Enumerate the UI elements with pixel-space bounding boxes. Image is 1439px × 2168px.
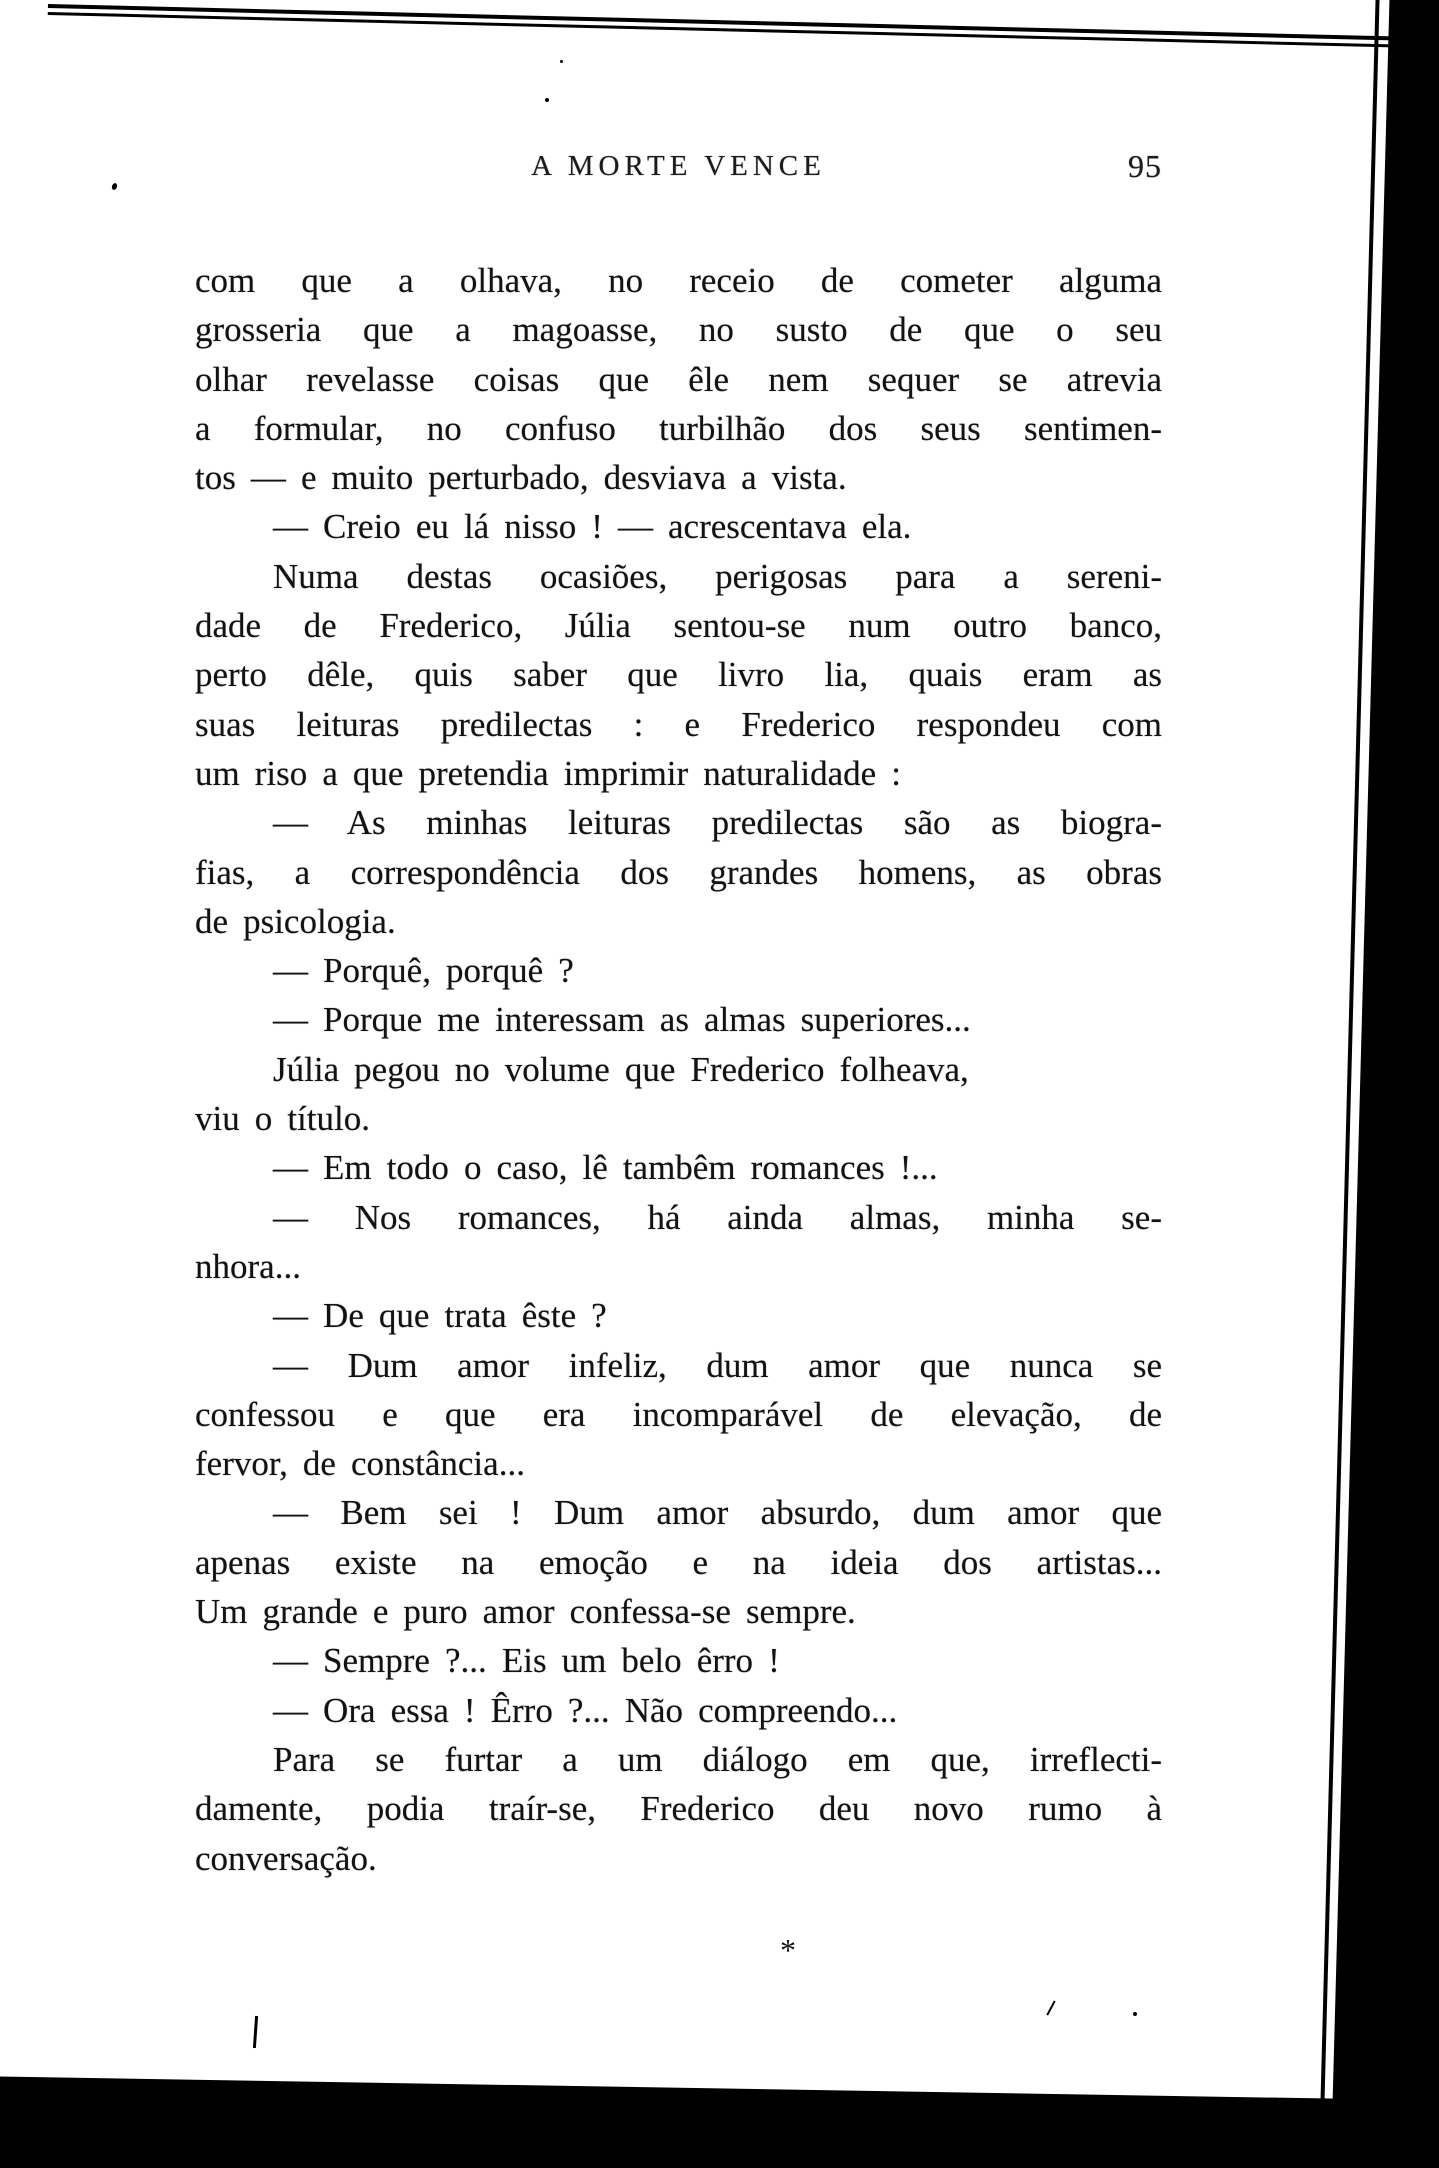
text-line: grosseria que a magoasse, no susto de que o seu xyxy=(195,310,1162,350)
text-line: Júlia pegou no volume que Frederico folheava, xyxy=(273,1049,969,1089)
text-line: confessou e que era incomparável de elevação, de xyxy=(195,1394,1162,1434)
text-line: com que a olhava, no receio de cometer alguma xyxy=(195,261,1162,300)
text-line: — De que trata êste ? xyxy=(273,1296,607,1336)
text-line: suas leituras predilectas : e Frederico respondeu com xyxy=(195,704,1162,744)
scan-bottom-shadow xyxy=(0,2076,1439,2168)
text-line: olhar revelasse coisas que êle nem sequer se atrevia xyxy=(195,359,1162,399)
scan-gutter-shadow xyxy=(1329,0,1439,2168)
running-header xyxy=(195,150,1162,190)
text-line: viu o título. xyxy=(195,1099,370,1139)
ink-speck xyxy=(545,98,549,102)
text-line: — Bem sei ! Dum amor absurdo, dum amor que xyxy=(273,1493,1162,1533)
text-line: — Nos romances, há ainda almas, minha se- xyxy=(273,1197,1162,1237)
text-line: tos — e muito perturbado, desviava a vista. xyxy=(195,458,847,498)
text-line: fervor, de constância... xyxy=(195,1444,525,1484)
text-line: — As minhas leituras predilectas são as biogra- xyxy=(273,803,1162,843)
text-line: dade de Frederico, Júlia sentou-se num outro banco, xyxy=(195,606,1162,646)
text-line: conversação. xyxy=(195,1838,377,1878)
text-line: um riso a que pretendia imprimir naturalidade : xyxy=(195,753,901,793)
running-title: A MORTE VENCE xyxy=(531,150,826,182)
footnote-asterisk: * xyxy=(780,1932,796,1968)
text-line: Numa destas ocasiões, perigosas para a sereni- xyxy=(273,556,1162,596)
text-line: — Ora essa ! Êrro ?... Não compreendo... xyxy=(273,1690,898,1730)
page-number: 95 xyxy=(1128,148,1162,184)
text-line: perto dêle, quis saber que livro lia, quais eram as xyxy=(195,655,1162,695)
text-line: de psicologia. xyxy=(195,901,396,941)
text-line: — Porque me interessam as almas superiores... xyxy=(273,1000,971,1040)
text-line: Para se furtar a um diálogo em que, irreflecti- xyxy=(273,1739,1162,1779)
ink-speck xyxy=(253,2016,258,2048)
page-top-rule xyxy=(48,4,1439,55)
ink-speck xyxy=(111,182,118,190)
top-rule-line-1 xyxy=(48,4,1439,45)
text-line: fias, a correspondência dos grandes homens, as obras xyxy=(195,852,1162,892)
text-line: — Dum amor infeliz, dum amor que nunca se xyxy=(273,1345,1162,1385)
text-line: — Sempre ?... Eis um belo êrro ! xyxy=(273,1641,780,1681)
text-line: Um grande e puro amor confessa-se sempre. xyxy=(195,1592,856,1632)
text-line: — Porquê, porquê ? xyxy=(273,951,574,991)
text-line: apenas existe na emoção e na ideia dos artistas... xyxy=(195,1542,1162,1582)
text-line: — Creio eu lá nisso ! — acrescentava ela. xyxy=(273,507,912,547)
text-line: a formular, no confuso turbilhão dos seus sentimen- xyxy=(195,408,1162,448)
ink-speck xyxy=(560,60,563,63)
text-line: nhora... xyxy=(195,1246,301,1286)
body-text xyxy=(195,256,1162,1883)
text-line: damente, podia traír-se, Frederico deu novo rumo à xyxy=(195,1789,1162,1829)
text-line: — Em todo o caso, lê tambêm romances !... xyxy=(273,1148,938,1188)
ink-speck xyxy=(1046,2000,1055,2015)
ink-speck xyxy=(1133,2012,1137,2016)
